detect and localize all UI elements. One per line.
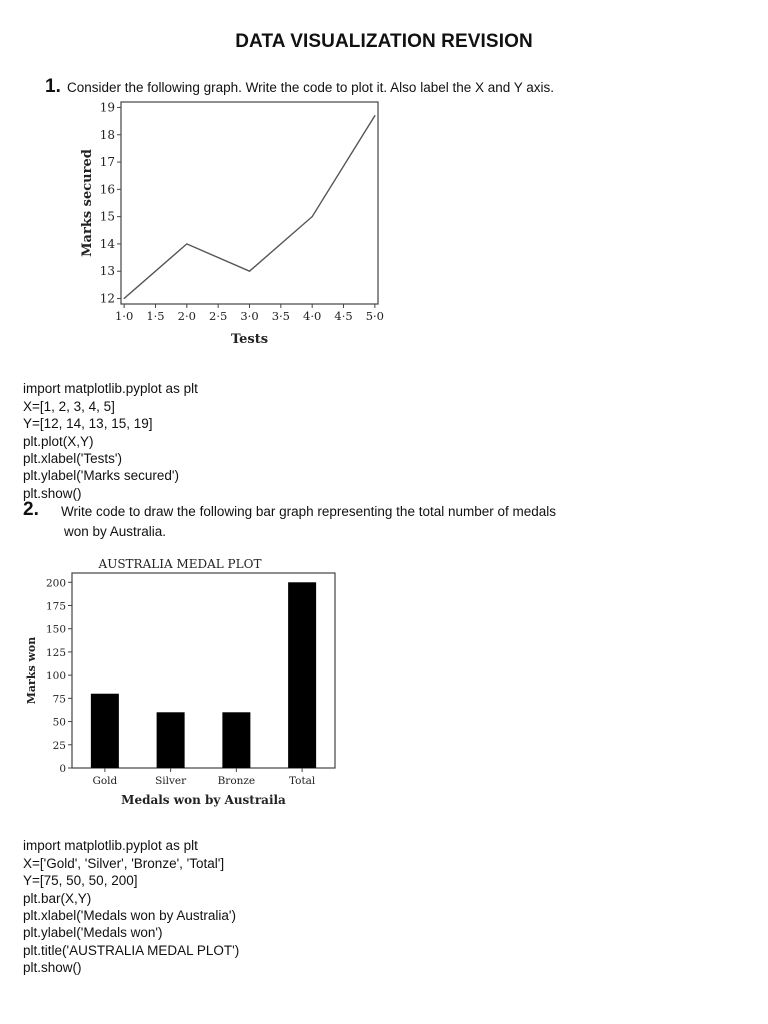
y-tick-label: 15 [99,209,115,224]
code-line: X=['Gold', 'Silver', 'Bronze', 'Total'] [23,855,225,871]
x-axis-label: Medals won by Austraila [121,793,286,807]
bar-gold [91,694,119,768]
code-line: import matplotlib.pyplot as plt [23,838,198,854]
code-line: plt.bar(X,Y) [23,890,92,906]
x-tick-label: Gold [92,775,118,787]
y-tick-label: 150 [45,623,66,636]
x-tick-label: Silver [155,775,187,787]
code-line: plt.show() [23,485,82,501]
y-tick-label: 19 [99,100,115,115]
y-tick-label: 16 [99,182,115,197]
y-tick-label: 75 [52,693,66,706]
y-tick-label: 17 [99,155,115,170]
question-1-number: 1. [45,76,61,97]
y-tick-label: 25 [52,739,66,752]
x-tick-label: 2·0 [177,309,196,323]
question-2-code [23,820,239,994]
code-line: plt.title('AUSTRALIA MEDAL PLOT') [23,942,240,958]
y-tick-label: 13 [99,264,115,279]
y-tick-label: 100 [45,670,66,683]
code-line: plt.ylabel('Marks secured') [23,468,179,484]
code-line: X=[1, 2, 3, 4, 5] [23,398,115,414]
y-tick-label: 50 [52,716,66,729]
y-tick-label: 0 [59,763,66,775]
x-tick-label: 3·5 [271,309,290,323]
x-tick-label: Total [288,775,316,787]
x-tick-label: 1·5 [146,309,165,323]
y-axis-label: Marks secured [80,149,95,257]
x-tick-label: 4·5 [334,309,353,323]
bar-silver [157,712,185,768]
y-tick-label: 125 [45,646,66,659]
code-line: Y=[12, 14, 13, 15, 19] [23,416,153,432]
y-tick-label: 175 [45,600,66,613]
x-tick-label: Bronze [217,775,256,787]
code-line: Y=[75, 50, 50, 200] [23,873,138,889]
x-tick-label: 5·0 [365,309,385,323]
y-tick-label: 12 [99,291,115,306]
code-line: plt.ylabel('Medals won') [23,925,163,941]
code-line: plt.xlabel('Tests') [23,451,122,467]
x-axis-label: Tests [230,332,269,347]
y-tick-label: 14 [99,236,115,251]
code-line: plt.xlabel('Medals won by Australia') [23,908,237,924]
x-tick-label: 1·0 [114,309,134,323]
y-tick-label: 200 [45,577,66,590]
code-line: import matplotlib.pyplot as plt [23,381,198,397]
code-line: plt.plot(X,Y) [23,433,94,449]
bar-total [288,582,316,768]
question-2-text-line2: won by Australia. [64,524,167,539]
question-2-text-line1: Write code to draw the following bar graph representing the total number of medals [61,504,557,519]
chart-title: AUSTRALIA MEDAL PLOT [98,557,262,571]
y-axis-label: Marks won [25,636,38,705]
y-tick-label: 18 [99,127,115,142]
question-1-text: Consider the following graph. Write the code to plot it. Also label the X and Y axis. [67,80,555,95]
code-line: plt.show() [23,960,82,976]
page-title: DATA VISUALIZATION REVISION [235,31,533,52]
x-tick-label: 3·0 [240,309,259,323]
x-tick-label: 2·5 [209,309,228,323]
question-2-number: 2. [23,499,39,520]
bar-bronze [222,712,250,768]
x-tick-label: 4·0 [303,309,322,323]
